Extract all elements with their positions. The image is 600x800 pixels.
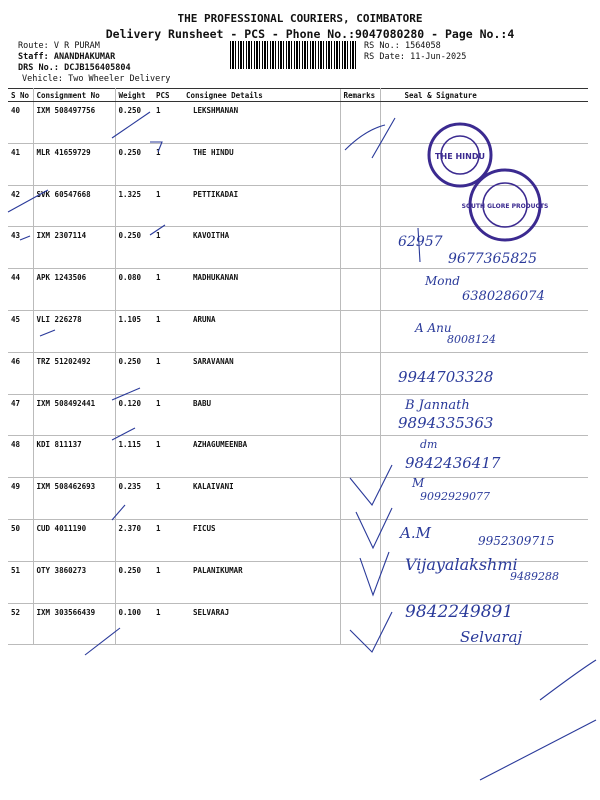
cell-weight: 0.080 bbox=[115, 269, 153, 311]
cell-weight: 0.250 bbox=[115, 227, 153, 269]
cell-remarks bbox=[340, 519, 380, 561]
cell-pcs: 1 bbox=[153, 185, 183, 227]
vehicle-label: Vehicle: bbox=[22, 74, 63, 84]
staff-label: Staff: bbox=[18, 52, 49, 62]
cell-remarks bbox=[340, 436, 380, 478]
cell-remarks bbox=[340, 394, 380, 436]
cell-pcs: 1 bbox=[153, 102, 183, 144]
handwriting-51b: 9489288 bbox=[510, 570, 559, 583]
cell-seal bbox=[380, 102, 588, 144]
cell-sno: 45 bbox=[8, 310, 33, 352]
cell-remarks bbox=[340, 227, 380, 269]
cell-remarks bbox=[340, 561, 380, 603]
cell-remarks bbox=[340, 143, 380, 185]
table-row bbox=[8, 143, 588, 185]
rs-date-value: 11-Jun-2025 bbox=[410, 52, 467, 62]
cell-consignee: SARAVANAN bbox=[183, 352, 340, 394]
cell-seal bbox=[380, 352, 588, 394]
cell-consignee: AZHAGUMEENBA bbox=[183, 436, 340, 478]
cell-weight: 0.250 bbox=[115, 352, 153, 394]
table-row bbox=[8, 603, 588, 645]
cell-seal bbox=[380, 185, 588, 227]
vehicle-line bbox=[22, 74, 170, 84]
cell-remarks bbox=[340, 185, 380, 227]
cell-sno: 43 bbox=[8, 227, 33, 269]
staff-line bbox=[18, 52, 115, 62]
cell-weight: 2.370 bbox=[115, 519, 153, 561]
cell-remarks bbox=[340, 269, 380, 311]
rs-date-line bbox=[364, 52, 466, 62]
cell-pcs: 1 bbox=[153, 478, 183, 520]
cell-pcs: 1 bbox=[153, 436, 183, 478]
cell-sno: 48 bbox=[8, 436, 33, 478]
table-row bbox=[8, 394, 588, 436]
runsheet-table bbox=[8, 88, 588, 645]
cell-consignment: IXM 2307114 bbox=[33, 227, 115, 269]
cell-sno: 42 bbox=[8, 185, 33, 227]
col-remarks-header: Remarks bbox=[340, 89, 380, 102]
cell-pcs: 1 bbox=[153, 603, 183, 645]
cell-remarks bbox=[340, 352, 380, 394]
col-consignment-header: Consignment No bbox=[33, 89, 115, 102]
cell-pcs: 1 bbox=[153, 269, 183, 311]
rs-no-line bbox=[364, 41, 441, 51]
cell-consignee: FICUS bbox=[183, 519, 340, 561]
cell-weight: 0.235 bbox=[115, 478, 153, 520]
table-row bbox=[8, 561, 588, 603]
handwriting-52b: Selvaraj bbox=[460, 628, 523, 646]
cell-pcs: 1 bbox=[153, 227, 183, 269]
route-line bbox=[18, 41, 100, 51]
table-row bbox=[8, 436, 588, 478]
cell-seal bbox=[380, 519, 588, 561]
handwriting-44b: 6380286074 bbox=[462, 289, 545, 304]
cell-pcs: 1 bbox=[153, 561, 183, 603]
cell-pcs: 1 bbox=[153, 143, 183, 185]
cell-sno: 44 bbox=[8, 269, 33, 311]
cell-sno: 41 bbox=[8, 143, 33, 185]
cell-consignment: IXM 508497756 bbox=[33, 102, 115, 144]
handwriting-48b: 9842436417 bbox=[405, 454, 501, 472]
check-scribble bbox=[540, 660, 596, 700]
handwriting-47b: 9894335363 bbox=[398, 414, 494, 432]
cell-consignee: PALANIKUMAR bbox=[183, 561, 340, 603]
cell-consignment: KDI 811137 bbox=[33, 436, 115, 478]
cell-weight: 1.105 bbox=[115, 310, 153, 352]
cell-seal bbox=[380, 227, 588, 269]
cell-sno: 46 bbox=[8, 352, 33, 394]
handwriting-51a: Vijayalakshmi bbox=[405, 555, 518, 574]
cell-consignee: MADHUKANAN bbox=[183, 269, 340, 311]
cell-weight: 1.325 bbox=[115, 185, 153, 227]
document-subtitle: Delivery Runsheet - PCS - Phone No.:9047080280 - Page No.:4 bbox=[105, 27, 515, 41]
cell-consignment: CUD 4011190 bbox=[33, 519, 115, 561]
cell-remarks bbox=[340, 603, 380, 645]
handwriting-49a: M bbox=[412, 476, 425, 490]
col-weight-header: Weight bbox=[115, 89, 153, 102]
cell-consignment: VLI 226278 bbox=[33, 310, 115, 352]
table-header-row bbox=[8, 89, 588, 102]
cell-consignment: APK 1243506 bbox=[33, 269, 115, 311]
table-row bbox=[8, 227, 588, 269]
cell-consignment: OTY 3860273 bbox=[33, 561, 115, 603]
cell-consignee: KALAIVANI bbox=[183, 478, 340, 520]
route-value: V R PURAM bbox=[53, 41, 100, 51]
staff-value: ANANDHAKUMAR bbox=[53, 52, 116, 62]
drs-label: DRS No.: bbox=[18, 63, 59, 73]
table-row bbox=[8, 269, 588, 311]
cell-sno: 50 bbox=[8, 519, 33, 561]
hindu-stamp-text: THE HINDU bbox=[435, 152, 485, 161]
route-label: Route: bbox=[18, 41, 49, 51]
cell-pcs: 1 bbox=[153, 519, 183, 561]
document-title: THE PROFESSIONAL COURIERS, COIMBATORE bbox=[177, 12, 423, 25]
handwriting-48a: dm bbox=[420, 438, 438, 451]
cell-seal bbox=[380, 478, 588, 520]
handwriting-49b: 9092929077 bbox=[420, 490, 490, 503]
handwriting-50b: 9952309715 bbox=[478, 534, 555, 548]
cell-seal bbox=[380, 603, 588, 645]
drs-line bbox=[18, 63, 131, 73]
cell-sno: 52 bbox=[8, 603, 33, 645]
cell-consignment: SVK 60547668 bbox=[33, 185, 115, 227]
cell-sno: 47 bbox=[8, 394, 33, 436]
cell-seal bbox=[380, 269, 588, 311]
table-row bbox=[8, 478, 588, 520]
cell-weight: 0.120 bbox=[115, 394, 153, 436]
cell-pcs: 1 bbox=[153, 352, 183, 394]
handwriting-47a: B Jannath bbox=[405, 398, 470, 413]
cell-seal bbox=[380, 310, 588, 352]
handwriting-45a: A Anu bbox=[415, 321, 452, 335]
col-pcs-header: PCS bbox=[153, 89, 183, 102]
cell-sno: 40 bbox=[8, 102, 33, 144]
handwriting-50a: A.M bbox=[400, 524, 431, 542]
cell-consignee: BABU bbox=[183, 394, 340, 436]
cell-consignee: KAVOITHA bbox=[183, 227, 340, 269]
table-row bbox=[8, 519, 588, 561]
handwriting-44a: Mond bbox=[425, 274, 460, 288]
cell-consignment: IXM 303566439 bbox=[33, 603, 115, 645]
table-row bbox=[8, 310, 588, 352]
cell-consignee: SELVARAJ bbox=[183, 603, 340, 645]
cell-sno: 49 bbox=[8, 478, 33, 520]
cell-pcs: 1 bbox=[153, 310, 183, 352]
check-scribble bbox=[480, 720, 596, 780]
rs-no-label: RS No.: bbox=[364, 41, 400, 51]
vehicle-value: Two Wheeler Delivery bbox=[68, 74, 171, 84]
handwriting-45b: 8008124 bbox=[447, 333, 496, 346]
drs-value: DCJB156405804 bbox=[64, 63, 131, 73]
cell-seal bbox=[380, 436, 588, 478]
cell-weight: 0.250 bbox=[115, 143, 153, 185]
handwriting-43a: 62957 bbox=[398, 234, 443, 250]
cell-consignment: IXM 508492441 bbox=[33, 394, 115, 436]
cell-remarks bbox=[340, 310, 380, 352]
rs-date-label: RS Date: bbox=[364, 52, 405, 62]
table-row bbox=[8, 102, 588, 144]
cell-weight: 0.250 bbox=[115, 561, 153, 603]
handwriting-52a: 9842249891 bbox=[405, 602, 514, 622]
col-sno-header: S No bbox=[8, 89, 33, 102]
handwriting-43b: 9677365825 bbox=[448, 251, 538, 267]
cell-weight: 0.100 bbox=[115, 603, 153, 645]
cell-consignee: THE HINDU bbox=[183, 143, 340, 185]
south-stamp-text: SOUTH GLORE PRODUCTS bbox=[461, 203, 549, 210]
cell-remarks bbox=[340, 102, 380, 144]
barcode-image bbox=[230, 41, 356, 69]
handwriting-46: 9944703328 bbox=[398, 368, 494, 386]
cell-weight: 1.115 bbox=[115, 436, 153, 478]
rs-no-value: 1564058 bbox=[404, 41, 441, 51]
cell-consignment: TRZ 51202492 bbox=[33, 352, 115, 394]
cell-consignment: MLR 41659729 bbox=[33, 143, 115, 185]
cell-consignee: ARUNA bbox=[183, 310, 340, 352]
cell-seal bbox=[380, 143, 588, 185]
cell-consignee: PETTIKADAI bbox=[183, 185, 340, 227]
col-consignee-header: Consignee Details bbox=[183, 89, 340, 102]
table-row bbox=[8, 352, 588, 394]
cell-seal bbox=[380, 394, 588, 436]
cell-consignment: IXM 508462693 bbox=[33, 478, 115, 520]
cell-sno: 51 bbox=[8, 561, 33, 603]
cell-seal bbox=[380, 561, 588, 603]
cell-pcs: 1 bbox=[153, 394, 183, 436]
cell-weight: 0.250 bbox=[115, 102, 153, 144]
cell-remarks bbox=[340, 478, 380, 520]
col-seal-header: Seal & Signature bbox=[380, 89, 588, 102]
cell-consignee: LEKSHMANAN bbox=[183, 102, 340, 144]
table-row bbox=[8, 185, 588, 227]
